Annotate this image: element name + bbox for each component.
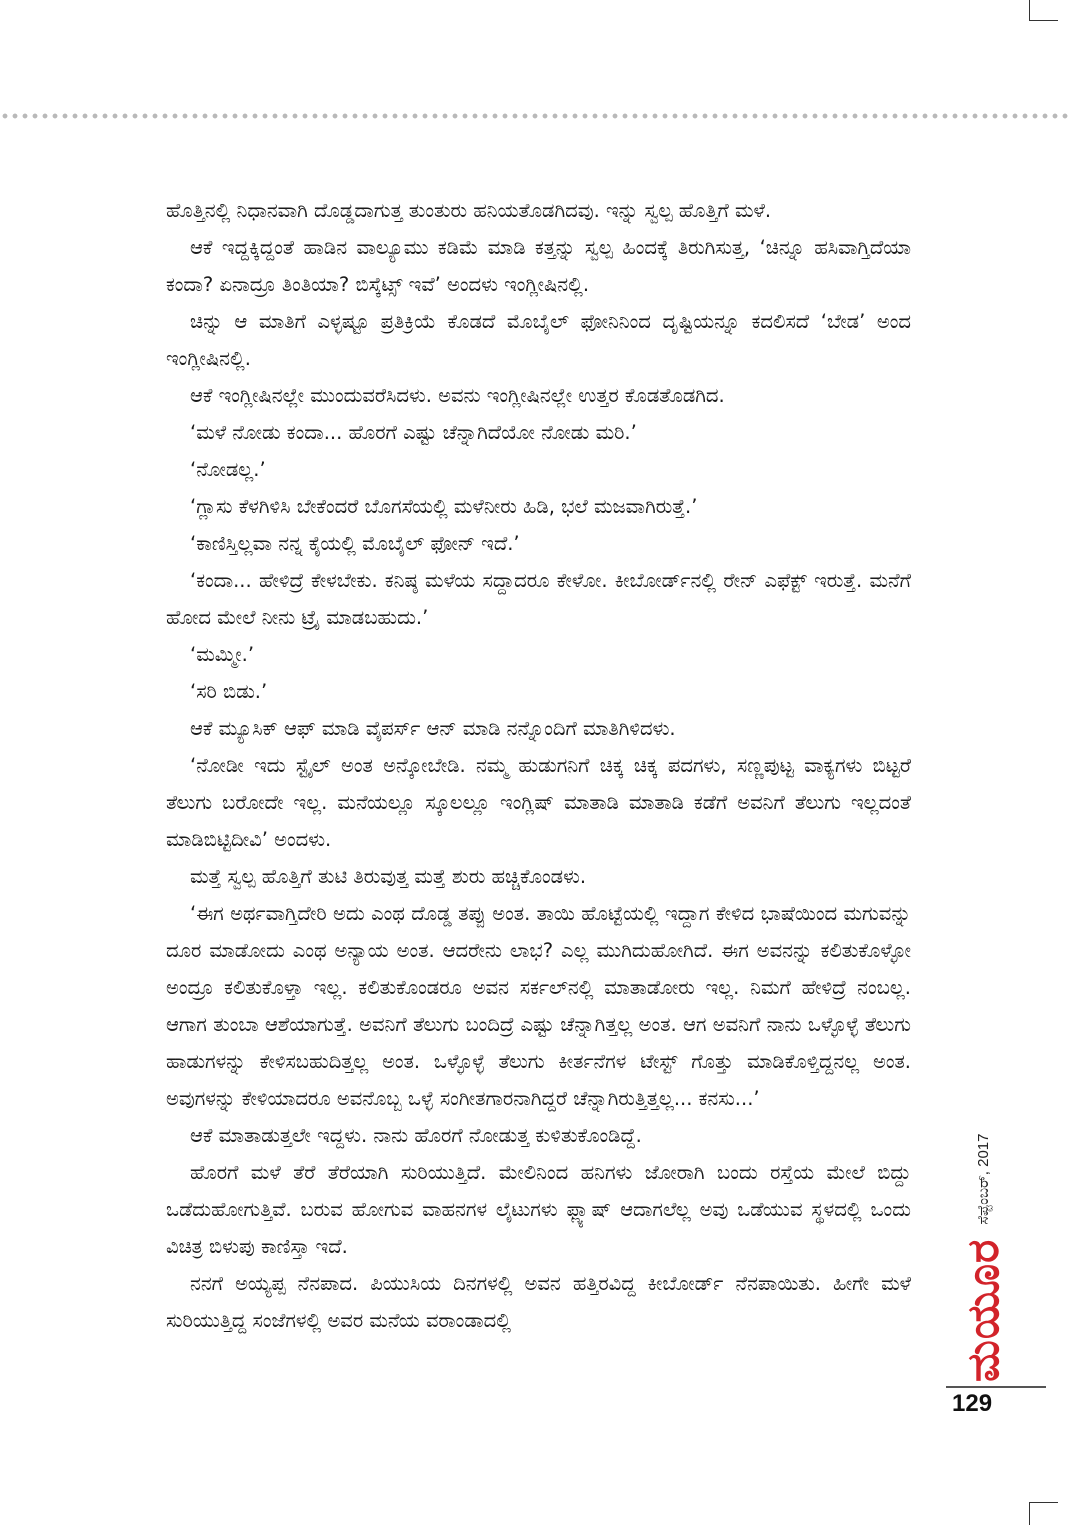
- article-body: [166, 192, 911, 1339]
- dotted-divider: [0, 112, 1072, 120]
- paragraph: ‘ಕಂದಾ... ಹೇಳಿದ್ರೆ ಕೇಳಬೇಕು. ಕನಿಷ್ಠ ಮಳೆಯ ಸದ್ದಾದರೂ ಕೇಳೋ. ಕೀಬೋರ್ಡ್‌ನಲ್ಲಿ ರೇನ್ ಎಫೆಕ್ಟ್ ಇರುತ್ತೆ. ಮನೆಗೆ ಹೋದ ಮೇಲೆ ನೀನು ಟ್ರೈ ಮಾಡಬಹುದು.’: [166, 569, 911, 629]
- issue-date: ಸೆಪ್ಟೆಂಬರ್, 2017: [974, 1133, 992, 1225]
- paragraph: ‘ಸರಿ ಬಿಡು.’: [190, 680, 268, 703]
- paragraph: ಆಕೆ ಇಂಗ್ಲೀಷಿನಲ್ಲೇ ಮುಂದುವರೆಸಿದಳು. ಅವನು ಇಂಗ್ಲೀಷಿನಲ್ಲೇ ಉತ್ತರ ಕೊಡತೊಡಗಿದ.: [190, 384, 725, 407]
- paragraph: ಮತ್ತೆ ಸ್ವಲ್ಪ ಹೊತ್ತಿಗೆ ತುಟಿ ತಿರುವುತ್ತ ಮತ್ತೆ ಶುರು ಹಚ್ಚಿಕೊಂಡಳು.: [190, 865, 587, 888]
- paragraph: ನನಗೆ ಅಯ್ಯಪ್ಪ ನೆನಪಾದ. ಪಿಯುಸಿಯ ದಿನಗಳಲ್ಲಿ ಅವನ ಹತ್ತಿರವಿದ್ದ ಕೀಬೋರ್ಡ್ ನೆನಪಾಯಿತು. ಹೀಗೇ ಮಳೆ ಸುರಿಯುತ್ತಿದ್ದ ಸಂಜೆಗಳಲ್ಲಿ ಅವರ ಮನೆಯ ವರಾಂಡಾದಲ್ಲಿ: [166, 1272, 911, 1332]
- crop-mark-top: [1029, 0, 1058, 21]
- paragraph: ಆಕೆ ಇದ್ದಕ್ಕಿದ್ದಂತೆ ಹಾಡಿನ ವಾಲ್ಯೂಮು ಕಡಿಮೆ ಮಾಡಿ ಕತ್ತನ್ನು ಸ್ವಲ್ಪ ಹಿಂದಕ್ಕೆ ತಿರುಗಿಸುತ್ತ, ‘ಚಿನ್ನೂ ಹಸಿವಾಗ್ತಿದೆಯಾ ಕಂದಾ? ಏನಾದ್ರೂ ತಿಂತಿಯಾ? ಬಿಸ್ಕೆಟ್ಸ್ ಇವೆ’ ಅಂದಳು ಇಂಗ್ಲೀಷಿನಲ್ಲಿ.: [166, 236, 911, 296]
- paragraph: ಆಕೆ ಮ್ಯೂಸಿಕ್ ಆಫ್ ಮಾಡಿ ವೈಪರ್ಸ್ ಆನ್ ಮಾಡಿ ನನ್ನೊಂದಿಗೆ ಮಾತಿಗಿಳಿದಳು.: [190, 717, 676, 740]
- paragraph: ಹೊರಗೆ ಮಳೆ ತೆರೆ ತೆರೆಯಾಗಿ ಸುರಿಯುತ್ತಿದೆ. ಮೇಲಿನಿಂದ ಹನಿಗಳು ಜೋರಾಗಿ ಬಂದು ರಸ್ತೆಯ ಮೇಲೆ ಬಿದ್ದು ಒಡೆದುಹೋಗುತ್ತಿವೆ. ಬರುವ ಹೋಗುವ ವಾಹನಗಳ ಲೈಟುಗಳು ಫ್ಲ್ಯಾಷ್ ಆದಾಗಲೆಲ್ಲ ಅವು ಒಡೆಯುವ ಸ್ಥಳದಲ್ಲಿ ಒಂದು ವಿಚಿತ್ರ ಬಿಳುಪು ಕಾಣಿಸ್ತಾ ಇದೆ.: [166, 1161, 911, 1258]
- magazine-logo: ಮಯೂರ: [957, 1238, 1009, 1382]
- paragraph: ‘ಗ್ಲಾಸು ಕೆಳಗಿಳಿಸಿ ಬೇಕೆಂದರೆ ಬೊಗಸೆಯಲ್ಲಿ ಮಳೆನೀರು ಹಿಡಿ, ಭಲೆ ಮಜವಾಗಿರುತ್ತೆ.’: [190, 495, 698, 518]
- paragraph: ‘ನೋಡಲ್ಲ.’: [190, 458, 266, 481]
- crop-mark-bottom: [1029, 1502, 1058, 1525]
- paragraph: ‘ಮಮ್ಮೀ.’: [190, 643, 255, 666]
- page-number-rule: [946, 1386, 1046, 1388]
- paragraph: ‘ಕಾಣಿಸ್ತಿಲ್ಲವಾ ನನ್ನ ಕೈಯಲ್ಲಿ ಮೊಬೈಲ್ ಫೋನ್ ಇದೆ.’: [190, 532, 520, 555]
- paragraph: ಚಿನ್ನು ಆ ಮಾತಿಗೆ ಎಳ್ಳಷ್ಟೂ ಪ್ರತಿಕ್ರಿಯೆ ಕೊಡದೆ ಮೊಬೈಲ್ ಫೋನಿನಿಂದ ದೃಷ್ಟಿಯನ್ನೂ ಕದಲಿಸದೆ ‘ಬೇಡ’ ಅಂದ ಇಂಗ್ಲೀಷಿನಲ್ಲಿ.: [166, 310, 911, 370]
- paragraph: ಹೊತ್ತಿನಲ್ಲಿ ನಿಧಾನವಾಗಿ ದೊಡ್ಡದಾಗುತ್ತ ತುಂತುರು ಹನಿಯತೊಡಗಿದವು. ಇನ್ನು ಸ್ವಲ್ಪ ಹೊತ್ತಿಗೆ ಮಳೆ.: [166, 199, 772, 222]
- paragraph: ಆಕೆ ಮಾತಾಡುತ್ತಲೇ ಇದ್ದಳು. ನಾನು ಹೊರಗೆ ನೋಡುತ್ತ ಕುಳಿತುಕೊಂಡಿದ್ದೆ.: [190, 1124, 642, 1147]
- paragraph: ‘ನೋಡೀ ಇದು ಸ್ಟೈಲ್ ಅಂತ ಅನ್ಕೋಬೇಡಿ. ನಮ್ಮ ಹುಡುಗನಿಗೆ ಚಿಕ್ಕ ಚಿಕ್ಕ ಪದಗಳು, ಸಣ್ಣಪುಟ್ಟ ವಾಕ್ಯಗಳು ಬಿಟ್ಟರೆ ತೆಲುಗು ಬರೋದೇ ಇಲ್ಲ. ಮನೆಯಲ್ಲೂ ಸ್ಕೂಲಲ್ಲೂ ಇಂಗ್ಲಿಷ್ ಮಾತಾಡಿ ಮಾತಾಡಿ ಕಡೆಗೆ ಅವನಿಗೆ ತೆಲುಗು ಇಲ್ಲದಂತೆ ಮಾಡಿಬಿಟ್ಟಿದೀವಿ’ ಅಂದಳು.: [166, 754, 911, 851]
- paragraph: ‘ಮಳೆ ನೋಡು ಕಂದಾ... ಹೊರಗೆ ಎಷ್ಟು ಚೆನ್ನಾಗಿದೆಯೋ ನೋಡು ಮರಿ.’: [190, 421, 637, 444]
- page-number: 129: [952, 1390, 993, 1417]
- magazine-side-banner: [948, 1060, 1018, 1382]
- paragraph: ‘ಈಗ ಅರ್ಥವಾಗ್ತಿದೇರಿ ಅದು ಎಂಥ ದೊಡ್ಡ ತಪ್ಪು ಅಂತ. ತಾಯಿ ಹೊಟ್ಟೆಯಲ್ಲಿ ಇದ್ದಾಗ ಕೇಳಿದ ಭಾಷೆಯಿಂದ ಮಗುವನ್ನು ದೂರ ಮಾಡೋದು ಎಂಥ ಅನ್ಯಾಯ ಅಂತ. ಆದರೇನು ಲಾಭ? ಎಲ್ಲ ಮುಗಿದುಹೋಗಿದೆ. ಈಗ ಅವನನ್ನು ಕಲಿತುಕೊಳ್ಳೋ ಅಂದ್ರೂ ಕಲಿತುಕೊಳ್ತಾ ಇಲ್ಲ. ಕಲಿತುಕೊಂಡರೂ ಅವನ ಸರ್ಕಲ್‌ನಲ್ಲಿ ಮಾತಾಡೋರು ಇಲ್ಲ. ನಿಮಗೆ ಹೇಳಿದ್ರೆ ನಂಬಲ್ಲ. ಆಗಾಗ ತುಂಬಾ ಆಶೆಯಾಗುತ್ತೆ. ಅವನಿಗೆ ತೆಲುಗು ಬಂದಿದ್ರೆ ಎಷ್ಟು ಚೆನ್ನಾಗಿತ್ತಲ್ಲ ಅಂತ. ಆಗ ಅವನಿಗೆ ನಾನು ಒಳ್ಳೊಳ್ಳೆ ತೆಲುಗು ಹಾಡುಗಳನ್ನು ಕೇಳಿಸಬಹುದಿತ್ತಲ್ಲ ಅಂತ. ಒಳ್ಳೊಳ್ಳೆ ತೆಲುಗು ಕೀರ್ತನೆಗಳ ಟೇಸ್ಟ್ ಗೊತ್ತು ಮಾಡಿಕೊಳ್ತಿದ್ದನಲ್ಲ ಅಂತ. ಅವುಗಳನ್ನು ಕೇಳಿಯಾದರೂ ಅವನೊಬ್ಬ ಒಳ್ಳೆ ಸಂಗೀತಗಾರನಾಗಿದ್ದರೆ ಚೆನ್ನಾಗಿರುತ್ತಿತ್ತಲ್ಲ... ಕನಸು...’: [166, 902, 911, 1110]
